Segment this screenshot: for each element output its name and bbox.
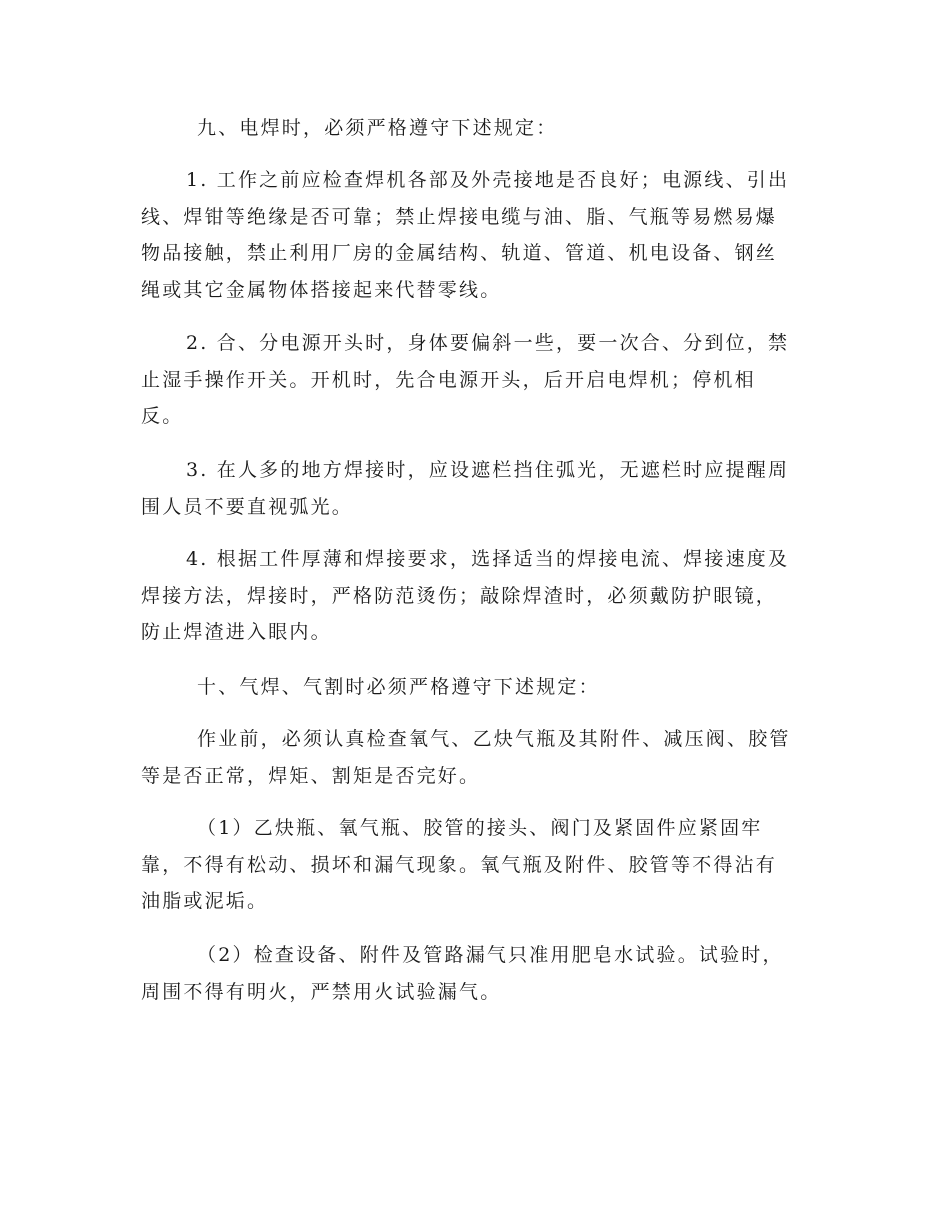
paragraph-line: （1）乙炔瓶、氧气瓶、胶管的接头、阀门及紧固件应紧固牢 [197,817,763,839]
section-10-heading [141,669,809,706]
paragraph-line: 绳或其它金属物体搭接起来代替零线。 [141,278,502,301]
paragraph-line: （2）检查设备、附件及管路漏气只准用肥皂水试验。试验时， [197,944,784,966]
item-1-paragraph [141,162,809,308]
paragraph-line: 止湿手操作开关。开机时，先合电源开头，后开启电焊机；停机相 [141,368,756,391]
item-4-paragraph [141,541,809,651]
heading-text: 十、气焊、气割时必须严格遵守下述规定： [197,676,600,698]
paragraph-line: 等是否正常，焊矩、割矩是否完好。 [141,764,481,787]
paragraph-line: 线、焊钳等绝缘是否可靠；禁止焊接电缆与油、脂、气瓶等易燃易爆 [141,205,778,228]
paragraph-line: 反。 [141,405,184,427]
paragraph-line: 周围不得有明火，严禁用火试验漏气。 [141,980,502,1003]
paragraph-line: 3. 在人多的地方焊接时，应设遮栏挡住弧光，无遮栏时应提醒周 [186,459,790,481]
paragraph-line: 4. 根据工件厚薄和焊接要求，选择适当的焊接电流、焊接速度及 [186,548,790,570]
subitem-2-paragraph [141,937,809,1010]
subitem-1-paragraph [141,810,809,920]
section-10-intro [141,721,809,794]
paragraph-line: 防止焊渣进入眼内。 [141,621,332,643]
paragraph-line: 靠，不得有松动、损坏和漏气现象。氧气瓶及附件、胶管等不得沾有 [141,853,778,876]
paragraph-line: 油脂或泥垢。 [141,890,269,912]
paragraph-line: 作业前，必须认真检查氧气、乙炔气瓶及其附件、减压阀、胶管 [197,728,791,750]
item-3-paragraph [141,452,809,525]
paragraph-line: 1. 工作之前应检查焊机各部及外壳接地是否良好；电源线、引出 [186,169,790,191]
item-2-paragraph [141,325,809,435]
paragraph-line: 焊接方法，焊接时，严格防范烫伤；敲除焊渣时，必须戴防护眼镜， [141,584,778,607]
paragraph-line: 2. 合、分电源开头时，身体要偏斜一些，要一次合、分到位，禁 [186,332,790,354]
paragraph-line: 围人员不要直视弧光。 [141,495,354,518]
paragraph-line: 物品接触，禁止利用厂房的金属结构、轨道、管道、机电设备、钢丝 [141,242,778,264]
section-9-heading [141,110,809,147]
heading-text: 九、电焊时，必须严格遵守下述规定： [197,117,558,139]
